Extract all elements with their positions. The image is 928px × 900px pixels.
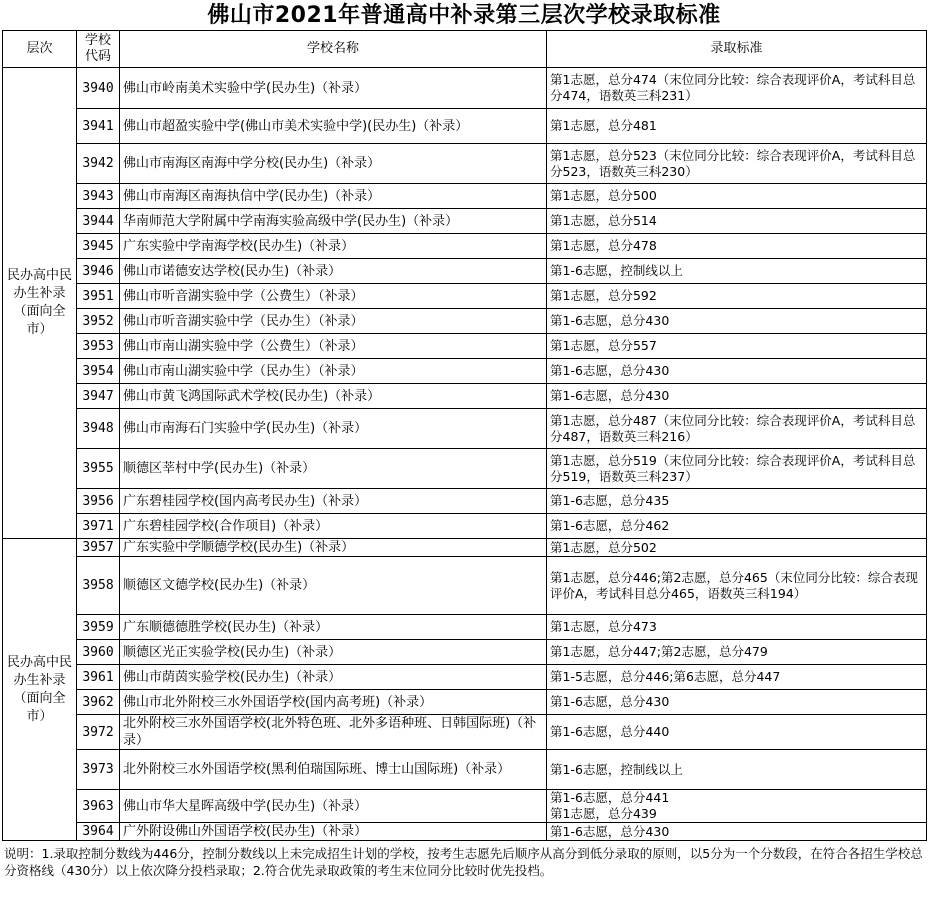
- table-row: [3, 234, 927, 259]
- school-code: 3945: [77, 234, 120, 259]
- admission-standard: 第1-6志愿，总分430: [547, 823, 927, 841]
- school-name: 广东实验中学南海学校(民办生)（补录）: [120, 234, 547, 259]
- admission-standard: 第1-6志愿，总分435: [547, 489, 927, 514]
- admission-standard: 第1-6志愿，总分430: [547, 309, 927, 334]
- school-code: 3957: [77, 539, 120, 557]
- school-name: 佛山市荫茵实验学校(民办生)（补录）: [120, 665, 547, 690]
- school-name: 佛山市听音湖实验中学（民办生）（补录）: [120, 309, 547, 334]
- table-row: [3, 109, 927, 144]
- admission-standard: 第1-6志愿，控制线以上: [547, 750, 927, 790]
- school-name: 佛山市华大星晖高级中学(民办生)（补录）: [120, 790, 547, 823]
- admission-standard: 第1-6志愿，总分462: [547, 514, 927, 539]
- school-name: 北外附校三水外国语学校(黑利伯瑞国际班、博士山国际班)（补录）: [120, 750, 547, 790]
- school-name: 佛山市南海石门实验中学(民办生)（补录）: [120, 409, 547, 449]
- school-name: 广东顺德德胜学校(民办生)（补录）: [120, 615, 547, 640]
- school-name: 佛山市南海区南海执信中学(民办生)（补录）: [120, 184, 547, 209]
- school-name: 佛山市南山湖实验中学（公费生）（补录）: [120, 334, 547, 359]
- table-row: [3, 790, 927, 823]
- table-row: [3, 449, 927, 489]
- admission-standard: 第1志愿，总分447;第2志愿，总分479: [547, 640, 927, 665]
- table-row: [3, 615, 927, 640]
- school-name: 佛山市岭南美术实验中学(民办生)（补录）: [120, 68, 547, 109]
- table-row: [3, 640, 927, 665]
- admission-standard: 第1志愿，总分473: [547, 615, 927, 640]
- level-cell: 民办高中民办生补录（面向全市）: [3, 68, 77, 539]
- school-name: 佛山市南山湖实验中学（民办生）（补录）: [120, 359, 547, 384]
- admission-standard: 第1志愿，总分481: [547, 109, 927, 144]
- school-code: 3941: [77, 109, 120, 144]
- admission-standard: 第1志愿，总分523（末位同分比较：综合表现评价A，考试科目总分523，语数英三科230）: [547, 144, 927, 184]
- header-name: 学校名称: [120, 31, 547, 68]
- school-name: 北外附校三水外国语学校(北外特色班、北外多语种班、日韩国际班)（补录）: [120, 715, 547, 750]
- table-row: [3, 184, 927, 209]
- school-name: 广东碧桂园学校(合作项目)（补录）: [120, 514, 547, 539]
- school-name: 佛山市黄飞鸿国际武术学校(民办生)（补录）: [120, 384, 547, 409]
- school-code: 3956: [77, 489, 120, 514]
- admission-standard: 第1志愿，总分446;第2志愿，总分465（末位同分比较：综合表现评价A，考试科目总分465，语数英三科194）: [547, 557, 927, 615]
- school-code: 3962: [77, 690, 120, 715]
- school-code: 3946: [77, 259, 120, 284]
- school-code: 3953: [77, 334, 120, 359]
- admission-standard: 第1-6志愿，总分440: [547, 715, 927, 750]
- school-name: 顺德区光正实验学校(民办生)（补录）: [120, 640, 547, 665]
- footnote: 说明：1.录取控制分数线为446分，控制分数线以上未完成招生计划的学校，按考生志愿先后顺序从高分到低分录取的原则，以5分为一个分数段，在符合各招生学校总分资格线（430分）以上依次降分投档录取；2.符合优先录取政策的考生末位同分比较时优先投档。: [4, 846, 923, 878]
- header-level: 层次: [3, 31, 77, 68]
- admission-standard: 第1-6志愿，总分430: [547, 359, 927, 384]
- table-row: [3, 309, 927, 334]
- school-name: 佛山市诺德安达学校(民办生)（补录）: [120, 259, 547, 284]
- school-name: 华南师范大学附属中学南海实验高级中学(民办生)（补录）: [120, 209, 547, 234]
- table-row: [3, 823, 927, 841]
- school-code: 3943: [77, 184, 120, 209]
- school-code: 3971: [77, 514, 120, 539]
- school-code: 3959: [77, 615, 120, 640]
- admission-standard: 第1志愿，总分474（末位同分比较：综合表现评价A，考试科目总分474，语数英三科231）: [547, 68, 927, 109]
- school-code: 3947: [77, 384, 120, 409]
- school-code: 3940: [77, 68, 120, 109]
- header-row: [3, 31, 927, 68]
- school-name: 佛山市南海区南海中学分校(民办生)（补录）: [120, 144, 547, 184]
- admission-standard: 第1志愿，总分592: [547, 284, 927, 309]
- table-row: [3, 690, 927, 715]
- school-code: 3964: [77, 823, 120, 841]
- table-row: [3, 259, 927, 284]
- school-code: 3951: [77, 284, 120, 309]
- table-row: [3, 68, 927, 109]
- table-row: [3, 144, 927, 184]
- school-code: 3952: [77, 309, 120, 334]
- school-name: 顺德区文德学校(民办生)（补录）: [120, 557, 547, 615]
- school-code: 3948: [77, 409, 120, 449]
- school-name: 广东碧桂园学校(国内高考民办生)（补录）: [120, 489, 547, 514]
- school-code: 3954: [77, 359, 120, 384]
- school-name: 佛山市超盈实验中学(佛山市美术实验中学)(民办生)（补录）: [120, 109, 547, 144]
- school-code: 3972: [77, 715, 120, 750]
- table-row: [3, 209, 927, 234]
- table-row: [3, 409, 927, 449]
- table-row: [3, 359, 927, 384]
- table-row: [3, 539, 927, 557]
- admission-standard: 第1-6志愿，控制线以上: [547, 259, 927, 284]
- school-name: 佛山市北外附校三水外国语学校(国内高考班)（补录）: [120, 690, 547, 715]
- admission-standard: 第1志愿，总分502: [547, 539, 927, 557]
- admission-standard: 第1志愿，总分557: [547, 334, 927, 359]
- admission-standard: 第1-6志愿，总分430: [547, 384, 927, 409]
- school-name: 顺德区莘村中学(民办生)（补录）: [120, 449, 547, 489]
- admission-standard: 第1-5志愿，总分446;第6志愿，总分447: [547, 665, 927, 690]
- table-row: [3, 557, 927, 615]
- table-row: [3, 715, 927, 750]
- table-row: [3, 384, 927, 409]
- table-row: [3, 514, 927, 539]
- admission-standard: 第1-6志愿，总分441 第1志愿，总分439: [547, 790, 927, 823]
- level-cell: 民办高中民办生补录（面向全市）: [3, 539, 77, 841]
- school-code: 3944: [77, 209, 120, 234]
- admission-standard: 第1志愿，总分500: [547, 184, 927, 209]
- school-code: 3973: [77, 750, 120, 790]
- header-standard: 录取标准: [547, 31, 927, 68]
- header-code: 学校代码: [77, 31, 120, 68]
- admission-standard: 第1志愿，总分478: [547, 234, 927, 259]
- admission-standard: 第1志愿，总分487（末位同分比较：综合表现评价A，考试科目总分487，语数英三科216）: [547, 409, 927, 449]
- table-row: [3, 750, 927, 790]
- table-row: [3, 284, 927, 309]
- school-code: 3955: [77, 449, 120, 489]
- admission-standard: 第1志愿，总分519（末位同分比较：综合表现评价A，考试科目总分519，语数英三科237）: [547, 449, 927, 489]
- admission-standard: 第1-6志愿，总分430: [547, 690, 927, 715]
- table-row: [3, 334, 927, 359]
- school-code: 3963: [77, 790, 120, 823]
- admission-standard: 第1志愿，总分514: [547, 209, 927, 234]
- school-name: 广东实验中学顺德学校(民办生)（补录）: [120, 539, 547, 557]
- school-code: 3942: [77, 144, 120, 184]
- page-title: 佛山市2021年普通高中补录第三层次学校录取标准: [207, 3, 721, 28]
- school-code: 3960: [77, 640, 120, 665]
- admission-table: [2, 30, 927, 841]
- school-code: 3961: [77, 665, 120, 690]
- table-row: [3, 665, 927, 690]
- school-name: 广外附设佛山外国语学校(民办生)（补录）: [120, 823, 547, 841]
- table-row: [3, 489, 927, 514]
- school-name: 佛山市听音湖实验中学（公费生）（补录）: [120, 284, 547, 309]
- school-code: 3958: [77, 557, 120, 615]
